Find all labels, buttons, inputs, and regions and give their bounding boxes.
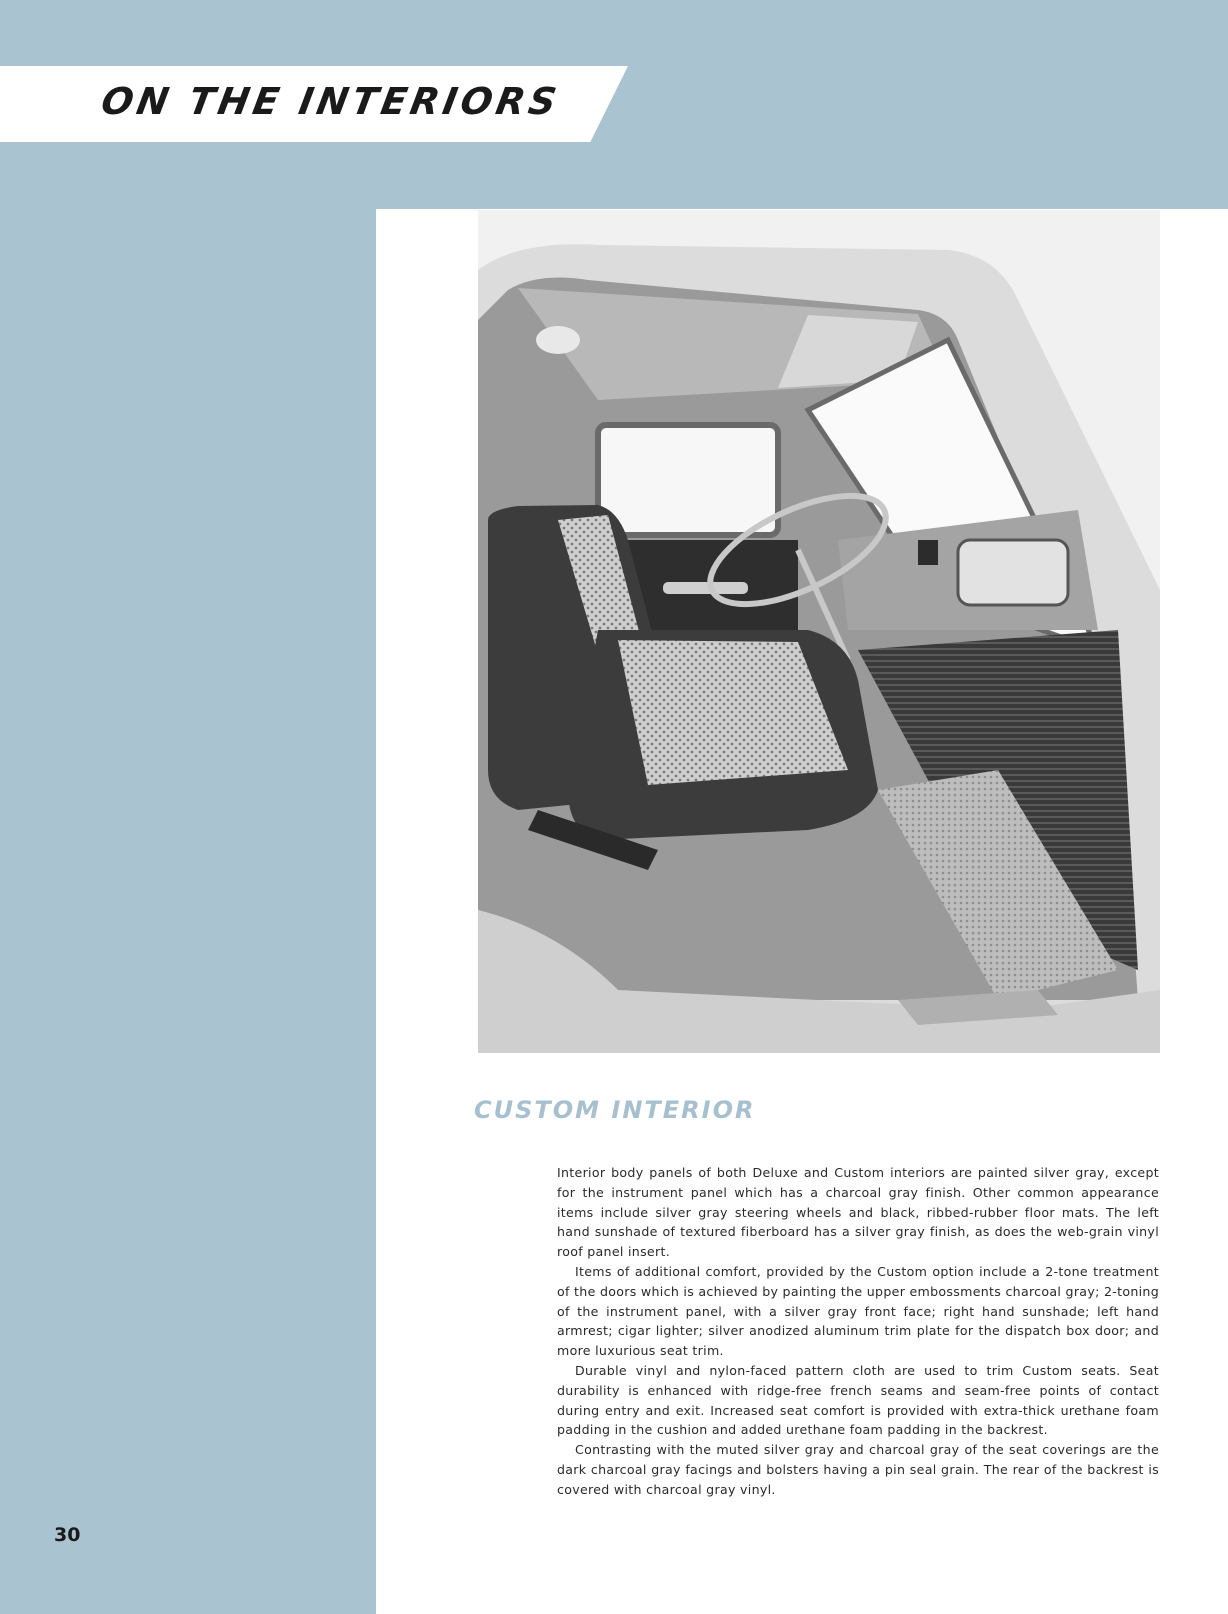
- paragraph-3: Durable vinyl and nylon-faced pattern cloth are used to trim Custom seats. Seat durability is enhanced with ridge-free french seams and seam-free points of contact during entry and exit. Increased seat comfort is provided with extra-thick urethane foam padding in the cushion and added urethane foam padding in the backrest.: [557, 1362, 1159, 1438]
- paragraph-4: Contrasting with the muted silver gray and charcoal gray of the seat coverings are the dark charcoal gray facings and bolsters having a pin seal grain. The rear of the backrest is covered with charcoal gray vinyl.: [557, 1442, 1159, 1497]
- page-title: ON THE INTERIORS: [98, 80, 564, 123]
- body-text: [557, 1163, 1159, 1500]
- paragraph-1: Interior body panels of both Deluxe and Custom interiors are painted silver gray, except for the instrument panel which has a charcoal gray finish. Other common appearance items include silver gray steering wheels and black, ribbed-rubber floor mats. The left hand sunshade of textured fiberboard has a silver gray finish, as does the web-grain vinyl roof panel insert.: [557, 1165, 1159, 1260]
- interior-photo: [478, 210, 1160, 1053]
- section-heading: CUSTOM INTERIOR: [474, 1096, 756, 1124]
- page-number: 30: [54, 1524, 81, 1546]
- paragraph-2: Items of additional comfort, provided by the Custom option include a 2-tone treatment of the doors which is achieved by painting the upper embossments charcoal gray; 2-toning of the instrument panel, with a silver gray front face; right hand sunshade; left hand armrest; cigar lighter; silver anodized aluminum trim plate for the dispatch box door; and more luxurious seat trim.: [557, 1263, 1159, 1359]
